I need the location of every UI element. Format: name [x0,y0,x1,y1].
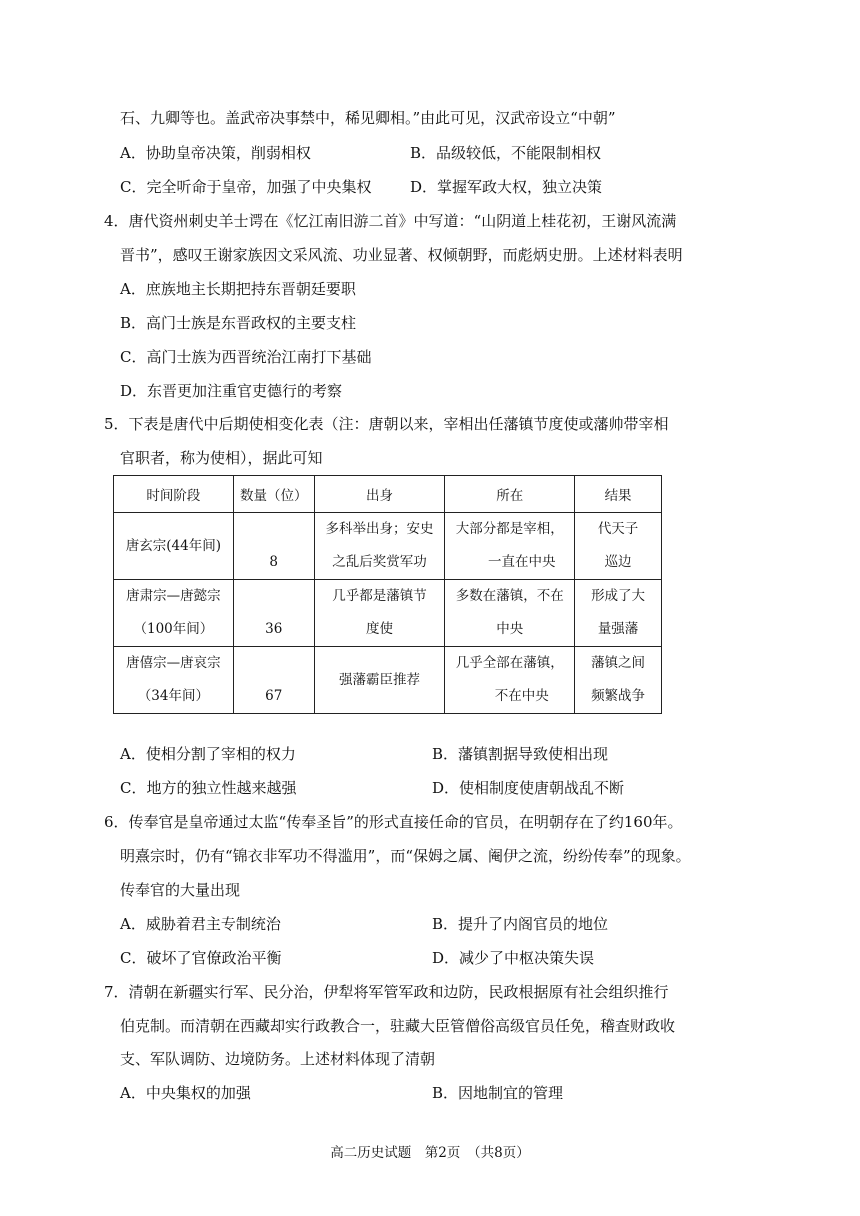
q5-option-d: D．使相制度使唐朝战乱不断 [432,779,625,797]
row2-origin: 几乎都是藩镇节 度使 [314,580,445,647]
q6-stem-line2: 明熹宗时，仍有“锦衣非军功不得滥用”，而“保姆之属、阉伊之流，纷纷传奉”的现象。 [120,847,691,865]
q7-stem-line1: 7．清朝在新疆实行军、民分治，伊犁将军管军政和边防，民政根据原有社会组织推行 [104,983,669,1001]
row2-period: 唐肃宗—唐懿宗 （100年间） [114,580,234,647]
q5-stem-line1: 5．下表是唐代中后期使相变化表（注：唐朝以来，宰相出任藩镇节度使或藩帅带宰相 [104,415,669,433]
row1-location: 大部分都是宰相， 一直在中央 [445,513,575,580]
q6-option-d: D．减少了中枢决策失误 [432,949,595,967]
q3-option-c: C．完全听命于皇帝，加强了中央集权 [120,178,372,196]
row3-result: 藩镇之间 频繁战争 [575,647,662,714]
page-footer: 高二历史试题 第2页 （共8页） [330,1145,530,1161]
q6-option-a: A．威胁着君主专制统治 [120,915,281,933]
q4-option-a: A．庶族地主长期把持东晋朝廷要职 [120,280,356,298]
header-count: 数量（位） [233,476,314,513]
table-row [114,580,662,647]
row2-count: 36 [233,580,314,647]
q7-option-a: A．中央集权的加强 [120,1084,251,1102]
table-row [114,647,662,714]
q3-stem-tail: 石、九卿等也。盖武帝决事禁中，稀见卿相。”由此可见，汉武帝设立“中朝” [120,109,616,127]
q6-option-c: C．破坏了官僚政治平衡 [120,949,282,967]
q4-option-d: D．东晋更加注重官吏德行的考察 [120,382,343,400]
shixiang-table [113,475,662,714]
row1-result: 代天子 巡边 [575,513,662,580]
header-result: 结果 [575,476,662,513]
row2-location: 多数在藩镇，不在 中央 [445,580,575,647]
q5-option-b: B．藩镇割据导致使相出现 [432,745,609,763]
q4-option-b: B．高门士族是东晋政权的主要支柱 [120,314,357,332]
q6-stem-line1: 6．传奉官是皇帝通过太监“传奉圣旨”的形式直接任命的官员，在明朝存在了约160年。 [104,813,683,831]
row1-period: 唐玄宗(44年间) [114,513,234,580]
q5-stem-line2: 官职者，称为使相），据此可知 [120,449,323,467]
q5-option-c: C．地方的独立性越来越强 [120,779,297,797]
row3-origin: 强藩霸臣推荐 [314,647,445,714]
q4-stem-line1: 4．唐代资州刺史羊士谔在《忆江南旧游二首》中写道：“山阴道上桂花初，王谢风流满 [104,212,677,230]
header-period: 时间阶段 [114,476,234,513]
q4-option-c: C．高门士族为西晋统治江南打下基础 [120,348,372,366]
q3-option-b: B．品级较低，不能限制相权 [410,144,602,162]
table-row [114,513,662,580]
header-origin: 出身 [314,476,445,513]
q5-option-a: A．使相分割了宰相的权力 [120,745,296,763]
q7-stem-line3: 支、军队调防、边境防务。上述材料体现了清朝 [120,1050,436,1068]
row1-origin: 多科举出身；安史 之乱后奖赏军功 [314,513,445,580]
q3-option-d: D．掌握军政大权，独立决策 [410,178,603,196]
row3-location: 几乎全部在藩镇， 不在中央 [445,647,575,714]
q4-stem-line2: 晋书”，感叹王谢家族因文采风流、功业显著、权倾朝野，而彪炳史册。上述材料表明 [120,246,683,264]
header-location: 所在 [445,476,575,513]
row3-period: 唐僖宗—唐哀宗 （34年间） [114,647,234,714]
row3-count: 67 [233,647,314,714]
q6-option-b: B．提升了内阁官员的地位 [432,915,609,933]
row1-count: 8 [233,513,314,580]
table-header-row [114,476,662,513]
q3-option-a: A．协助皇帝决策，削弱相权 [120,144,311,162]
row2-result: 形成了大 量强藩 [575,580,662,647]
q6-stem-line3: 传奉官的大量出现 [120,881,241,899]
q7-option-b: B．因地制宜的管理 [432,1084,564,1102]
q7-stem-line2: 伯克制。而清朝在西藏却实行政教合一，驻藏大臣管僧俗高级官员任免，稽查财政收 [120,1017,676,1035]
